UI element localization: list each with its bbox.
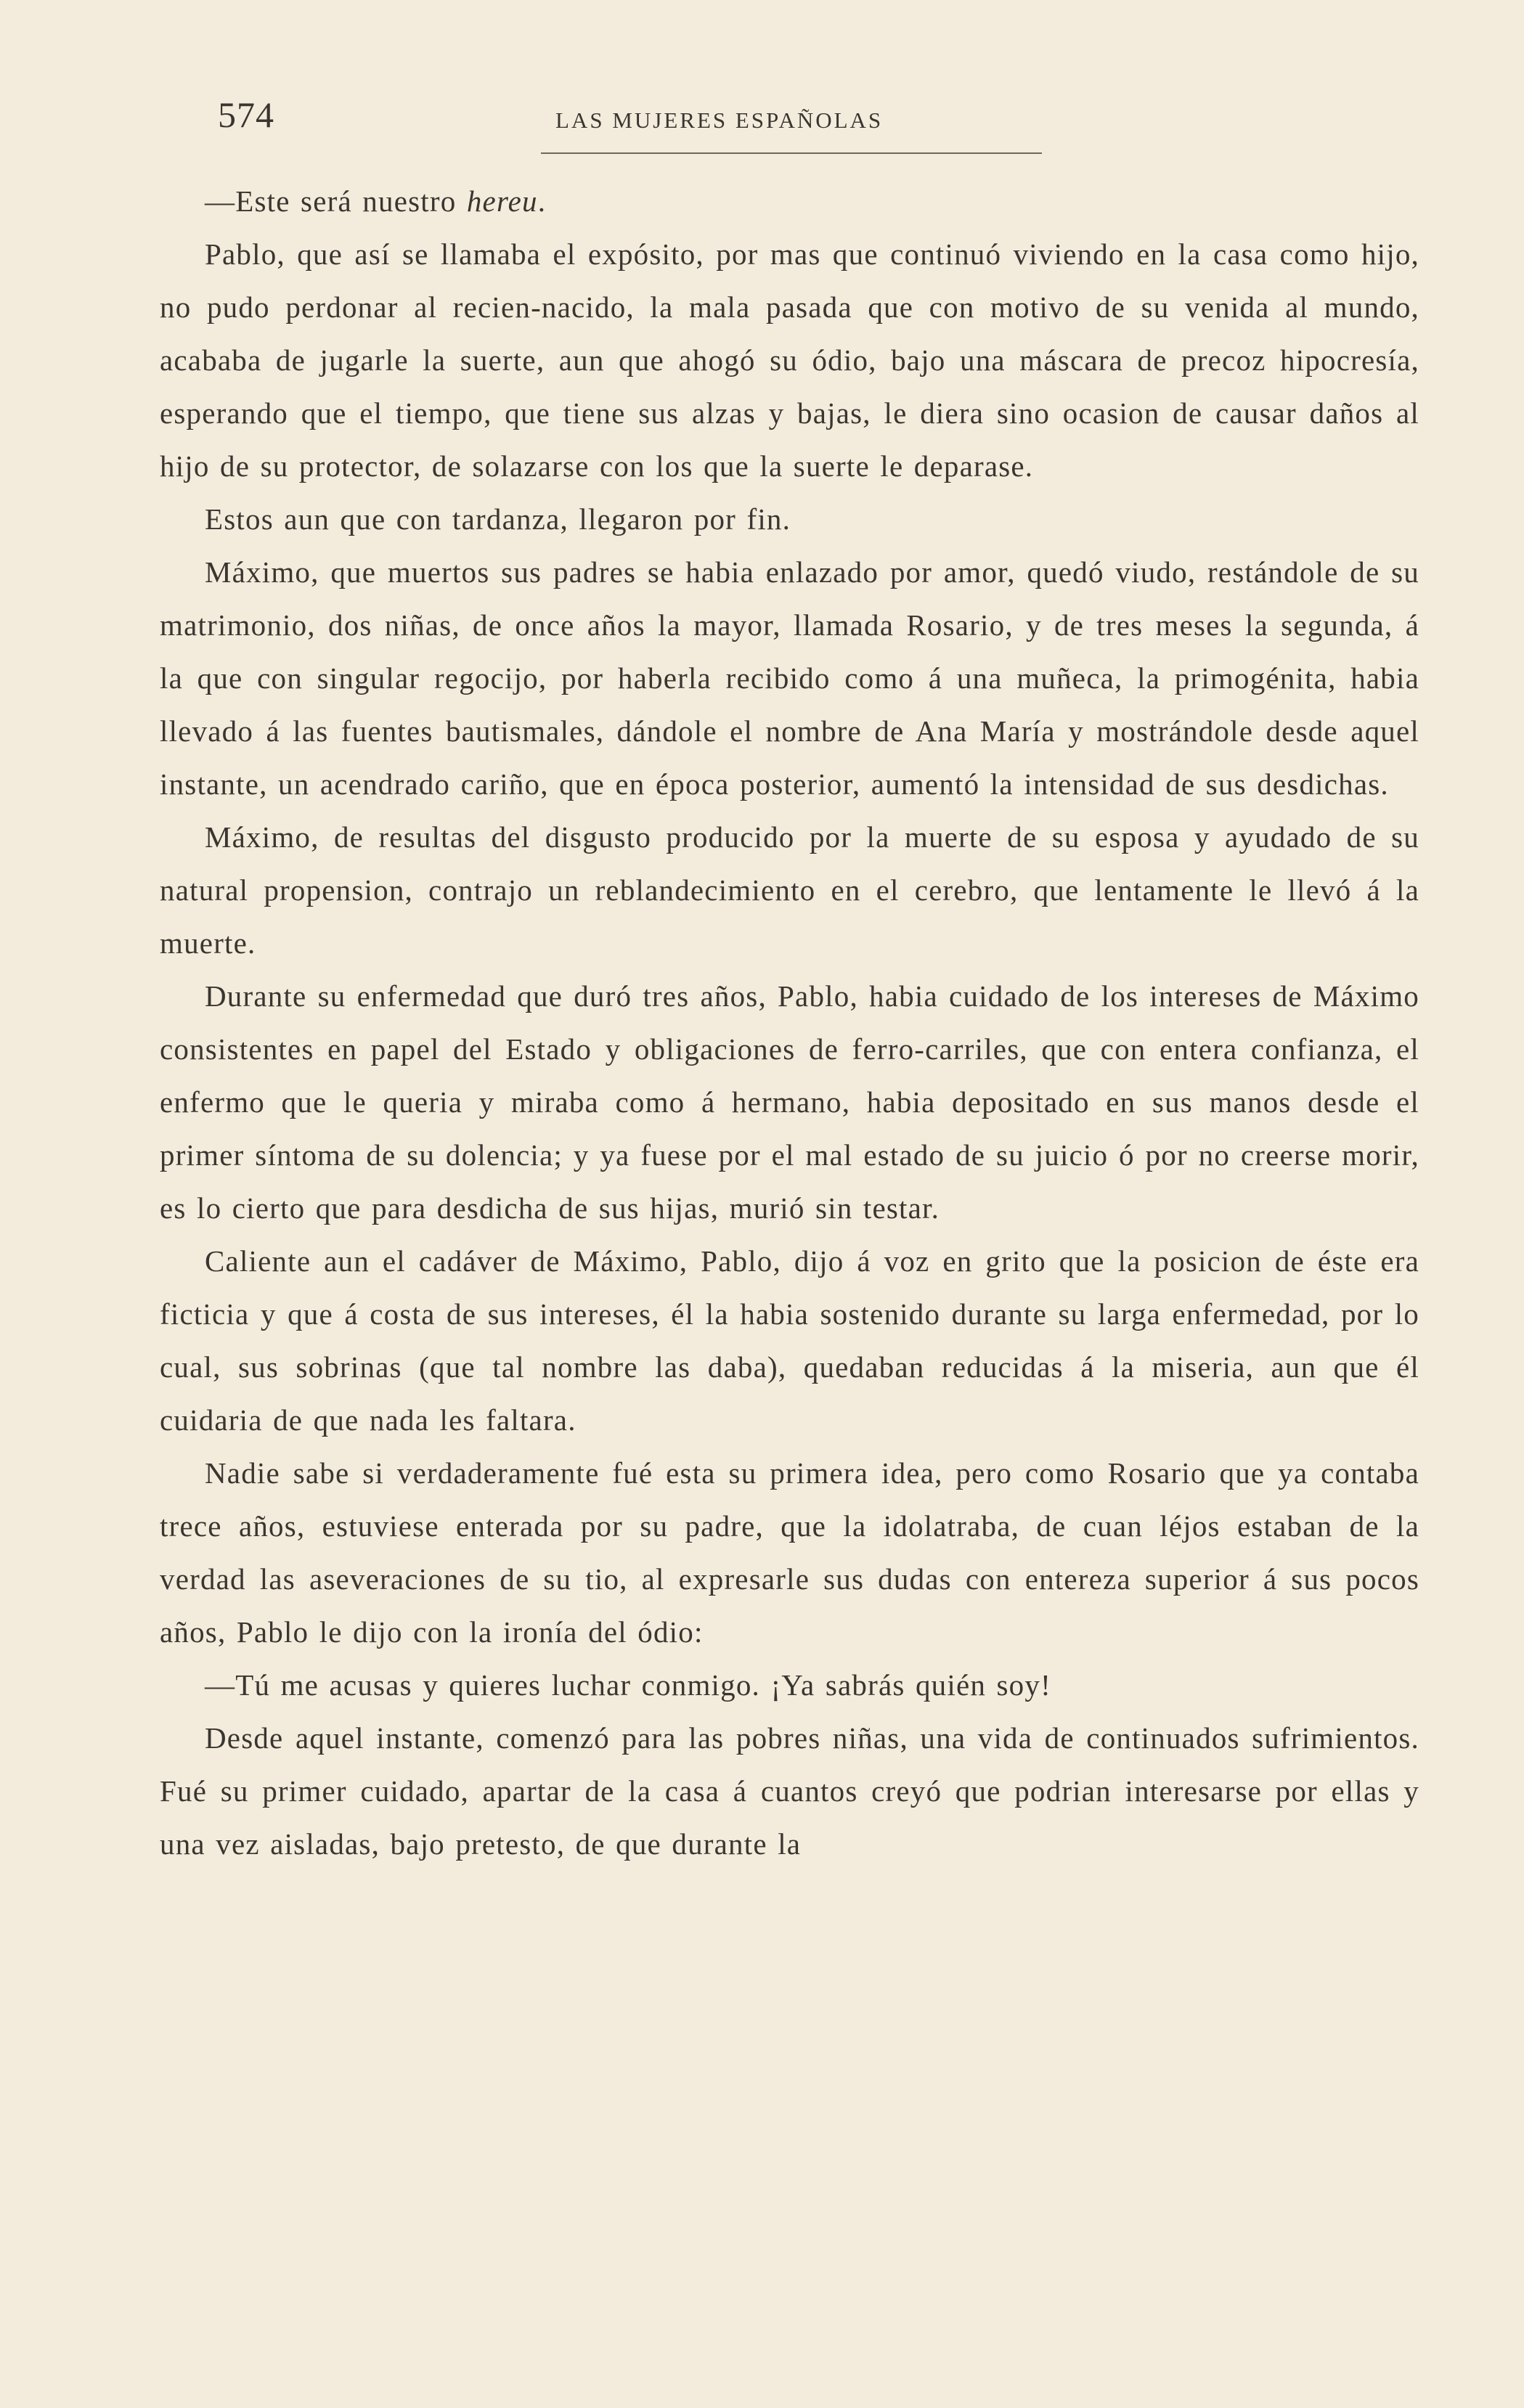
paragraph-1-italic-word: hereu (466, 184, 538, 218)
paragraph-2: Pablo, que así se llamaba el expósito, por mas que continuó viviendo en la casa como hijo, no pudo perdonar al recien-nacido, la mala pasada que con motivo de su venida al mundo, acababa de jugarle la suerte, aun que ahogó su ódio, bajo una máscara de precoz hipocresía, esperando que el tiempo, que tiene sus alzas y bajas, le diera sino ocasion de causar daños al hijo de su protector, de solazarse con los que la suerte le deparase. (160, 237, 1419, 483)
paragraph-8: Nadie sabe si verdaderamente fué esta su primera idea, pero como Rosario que ya contaba trece años, estuviese enterada por su padre, que la idolatraba, de cuan léjos estaban de la verdad las aseveraciones de su tio, al expresarle sus dudas con entereza superior á sus pocos años, Pablo le dijo con la ironía del ódio: (160, 1456, 1419, 1649)
paragraph-9: —Tú me acusas y quieres luchar conmigo. ¡Ya sabrás quién soy! (205, 1668, 1051, 1702)
header-rule (541, 152, 1042, 154)
paragraph-1 (160, 175, 1419, 228)
page-header (218, 93, 1430, 151)
running-title: LAS MUJERES ESPAÑOLAS (555, 107, 884, 133)
paragraph-1-text-after: . (537, 184, 547, 218)
paragraph-1-text-before: —Este será nuestro (205, 184, 467, 218)
paragraph-6: Durante su enfermedad que duró tres años, Pablo, habia cuidado de los intereses de Máximo consistentes en papel del Estado y obligaciones de ferro-carriles, que con entera confianza, el enfermo que le queria y miraba como á hermano, habia depositado en sus manos desde el primer síntoma de su dolencia; y ya fuese por el mal estado de su juicio ó por no creerse morir, es lo cierto que para desdicha de sus hijas, murió sin testar. (160, 979, 1419, 1225)
paragraph-5: Máximo, de resultas del disgusto producido por la muerte de su esposa y ayudado de su natural propension, contrajo un reblandecimiento en el cerebro, que lentamente le llevó á la muerte. (160, 820, 1419, 960)
paragraph-10: Desde aquel instante, comenzó para las pobres niñas, una vida de continuados sufrimientos. Fué su primer cuidado, apartar de la casa á cuantos creyó que podrian interesarse por ellas y una vez aisladas, bajo pretesto, de que durante la (160, 1721, 1419, 1861)
paragraph-3: Estos aun que con tardanza, llegaron por fin. (205, 502, 791, 536)
body-text (160, 175, 1419, 1871)
paragraph-4: Máximo, que muertos sus padres se habia enlazado por amor, quedó viudo, restándole de su matrimonio, dos niñas, de once años la mayor, llamada Rosario, y de tres meses la segunda, á la que con singular regocijo, por haberla recibido como á una muñeca, la primogénita, habia llevado á las fuentes bautismales, dándole el nombre de Ana María y mostrándole desde aquel instante, un acendrado cariño, que en época posterior, aumentó la intensidad de sus desdichas. (160, 555, 1419, 801)
page-number: 574 (218, 94, 274, 135)
paragraph-7: Caliente aun el cadáver de Máximo, Pablo, dijo á voz en grito que la posicion de éste era ficticia y que á costa de sus intereses, él la habia sostenido durante su larga enfermedad, por lo cual, sus sobrinas (que tal nombre las daba), quedaban reducidas á la miseria, aun que él cuidaria de que nada les faltara. (160, 1244, 1419, 1437)
